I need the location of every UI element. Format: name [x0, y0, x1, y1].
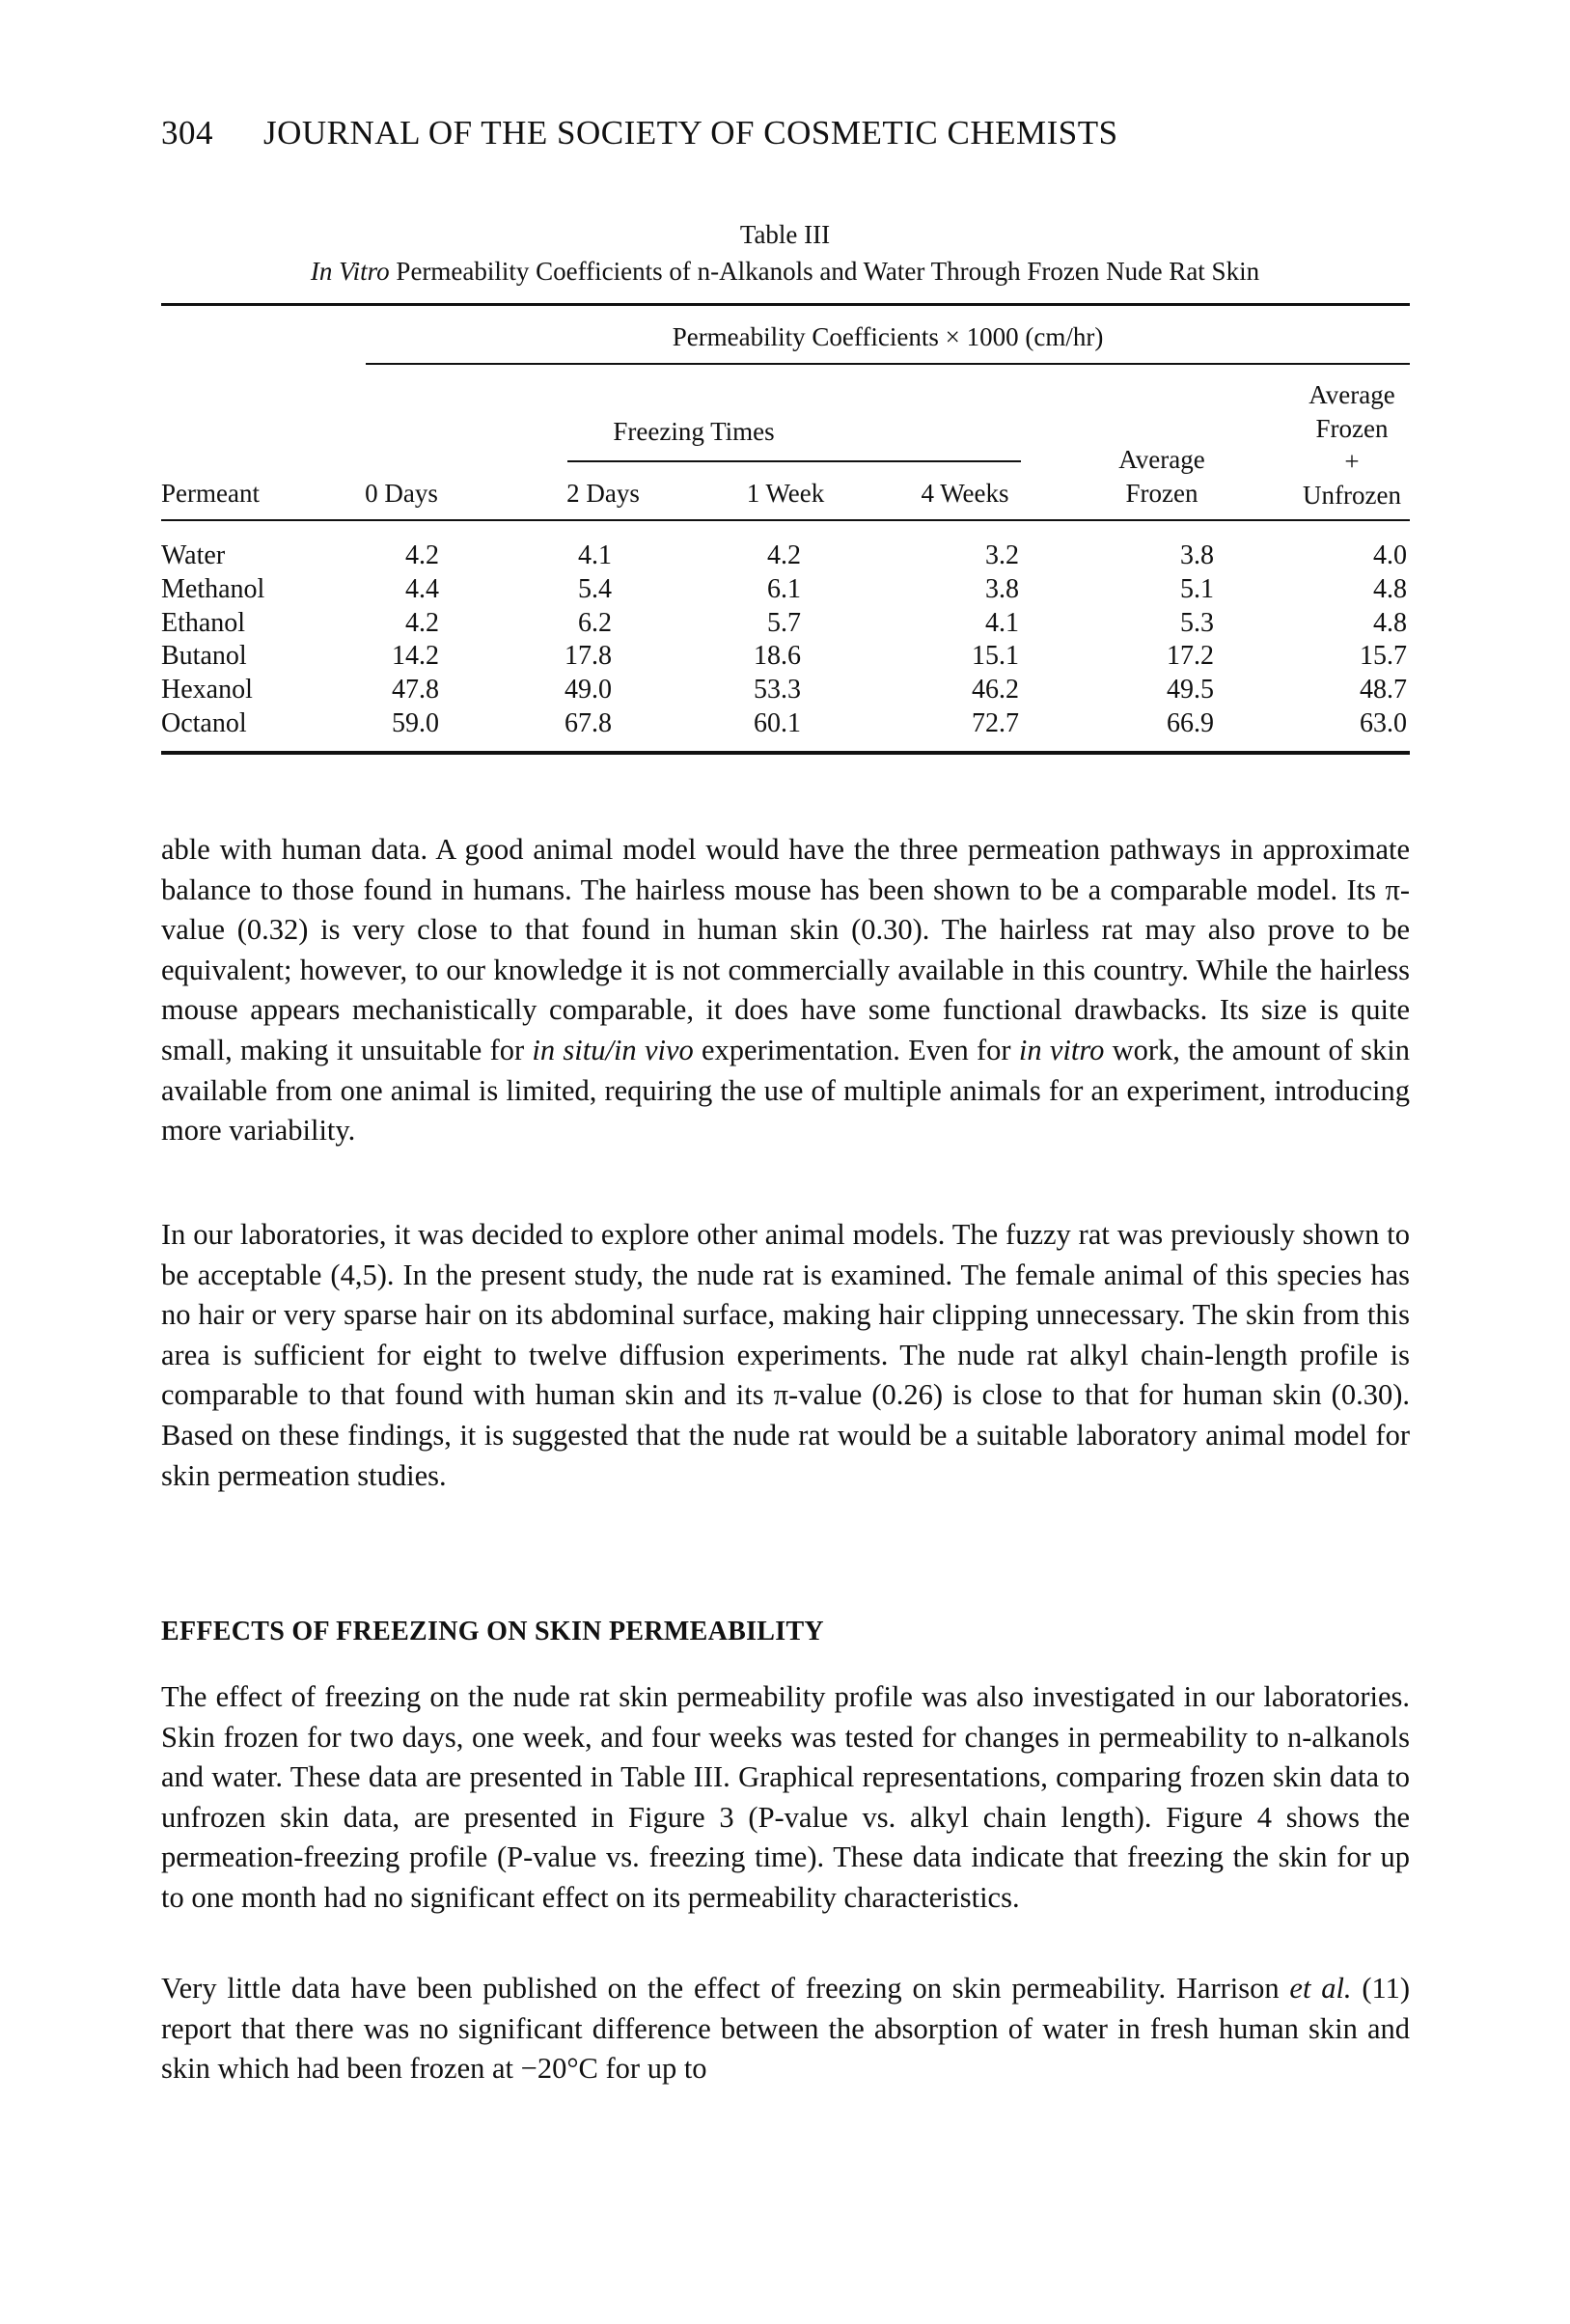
section-heading: EFFECTS OF FREEZING ON SKIN PERMEABILITY [161, 1617, 824, 1646]
table-cell: 49.0 [565, 675, 612, 706]
table-cell: 53.3 [754, 675, 801, 706]
table-caption [0, 257, 1570, 287]
page-number: 304 [161, 114, 213, 152]
caption-italic: In Vitro [310, 257, 390, 286]
table-row [0, 540, 1570, 573]
permeant-name: Methanol [161, 573, 265, 604]
p1-italic-2: in vitro [1018, 1033, 1105, 1066]
table-row [0, 641, 1570, 674]
table-cell: 60.1 [754, 708, 801, 738]
table-cell: 4.0 [1373, 540, 1407, 570]
table-cell: 14.2 [392, 641, 439, 672]
group-rule [366, 363, 1410, 365]
table-cell: 4.1 [578, 540, 612, 570]
paragraph-2: In our laboratories, it was decided to explore other animal models. The fuzzy rat was previously shown to be acceptable (4,5). In the present study, the nude rat is examined. The female animal of this species has no hair or very sparse hair on its abdominal surface, making hair clipping unnecessary. The skin from this area is sufficient for eight to twelve diffusion experiments. The nude rat alkyl chain-length profile is comparable to that found with human skin and its π-value (0.26) is close to that for human skin (0.30). Based on these findings, it is suggested that the nude rat would be a suitable laboratory animal model for skin permeation studies. [161, 1218, 1410, 1492]
table-row [0, 574, 1570, 607]
paragraph-3: The effect of freezing on the nude rat skin permeability profile was also investigated in our laboratories. Skin frozen for two days, one week, and four weeks was tested for changes in permeability to n-alkanols and water. These data are presented in Table III. Graphical representations, comparing frozen skin data to unfrozen skin data, are presented in Figure 3 (P-value vs. alkyl chain length). Figure 4 shows the permeation-freezing profile (P-value vs. freezing time). These data indicate that freezing the skin for up to one month had no significant effect on its permeability characteristics. [161, 1680, 1410, 1914]
table-cell: 15.1 [972, 641, 1019, 672]
col-4-weeks: 4 Weeks [921, 479, 1009, 508]
table-cell: 6.1 [767, 573, 801, 604]
col-avg-frozen-unfrozen: Average Frozen + Unfrozen [1303, 380, 1401, 511]
permeant-name: Water [161, 540, 226, 570]
avg-frozen-line1: Average [1118, 445, 1205, 474]
table-row [0, 675, 1570, 707]
p1-text-a: able with human data. A good animal model would have the three permeation pathways in approximate balance to those found in humans. The hairless mouse has been shown to be a comparable model. Its π-value (0.32) is very close to that found in human skin (0.30). The hairless rat may also prove to be equivalent; however, to our knowledge it is not commercially available in this country. While the hairless mouse appears mechanistically comparable, it does have some functional drawbacks. Its size is quite small, making it unsuitable for [161, 833, 1410, 1066]
table-cell: 49.5 [1167, 675, 1214, 706]
col-permeant: Permeant [161, 479, 260, 508]
header-rule [161, 519, 1410, 521]
p1-text-b: experimentation. Even for [693, 1033, 1019, 1066]
table-top-rule [161, 303, 1410, 306]
running-header [161, 114, 1118, 152]
table-cell: 46.2 [972, 675, 1019, 706]
table-cell: 4.2 [405, 607, 439, 638]
journal-title: JOURNAL OF THE SOCIETY OF COSMETIC CHEMISTS [263, 114, 1118, 152]
table-cell: 66.9 [1167, 708, 1214, 738]
permeant-name: Hexanol [161, 675, 253, 706]
table-cell: 48.7 [1360, 675, 1407, 706]
table-cell: 4.8 [1373, 573, 1407, 604]
table-cell: 17.8 [565, 641, 612, 672]
table-cell: 5.7 [767, 607, 801, 638]
table-cell: 4.2 [405, 540, 439, 570]
table-cell: 3.8 [1180, 540, 1214, 570]
caption-text: Permeability Coefficients of n-Alkanols and Water Through Frozen Nude Rat Skin [389, 257, 1260, 286]
table-row [0, 708, 1570, 741]
table-cell: 5.3 [1180, 607, 1214, 638]
table-cell: 63.0 [1360, 708, 1407, 738]
permeant-name: Butanol [161, 641, 247, 672]
p1-italic-1: in situ/in vivo [532, 1033, 694, 1066]
table-cell: 4.4 [405, 573, 439, 604]
table-cell: 3.8 [985, 573, 1019, 604]
table-cell: 5.4 [578, 573, 612, 604]
col-2-days: 2 Days [566, 479, 640, 508]
permeant-name: Octanol [161, 708, 247, 738]
table-cell: 4.1 [985, 607, 1019, 638]
p4-text-a: Very little data have been published on the effect of freezing on skin permeability. Harrison [161, 1972, 1290, 2005]
table-cell: 4.8 [1373, 607, 1407, 638]
permeant-name: Ethanol [161, 607, 246, 638]
p4-text-b: (11) report that there was no significant difference between the absorption of water in fresh human skin and skin which had been frozen at −20°C for up to [161, 1972, 1411, 2086]
table-row [0, 608, 1570, 641]
table-cell: 18.6 [754, 641, 801, 672]
table-cell: 3.2 [985, 540, 1019, 570]
p4-italic: et al. [1289, 1972, 1352, 2005]
table-cell: 5.1 [1180, 573, 1214, 604]
col-0-days: 0 Days [365, 479, 438, 508]
paragraph-4 [161, 1969, 1410, 2089]
group-header: Permeability Coefficients × 1000 (cm/hr) [672, 322, 1104, 351]
table-cell: 4.2 [767, 540, 801, 570]
table-cell: 17.2 [1167, 641, 1214, 672]
p1-text-c: work, the amount of skin available from one animal is limited, requiring the use of multiple animals for an experiment, introducing more variability. [161, 1033, 1410, 1148]
table-title: Table III [739, 220, 831, 249]
table-cell: 15.7 [1360, 641, 1407, 672]
table-bottom-rule [161, 751, 1410, 755]
table-cell: 6.2 [578, 607, 612, 638]
paragraph-1 [161, 830, 1410, 1151]
freezing-times-header: Freezing Times [613, 417, 775, 446]
table-cell: 72.7 [972, 708, 1019, 738]
table-cell: 47.8 [392, 675, 439, 706]
table-cell: 67.8 [565, 708, 612, 738]
freezing-rule [567, 460, 1021, 462]
col-1-week: 1 Week [746, 479, 825, 508]
col-avg-frozen: Frozen [1125, 479, 1198, 508]
table-cell: 59.0 [392, 708, 439, 738]
